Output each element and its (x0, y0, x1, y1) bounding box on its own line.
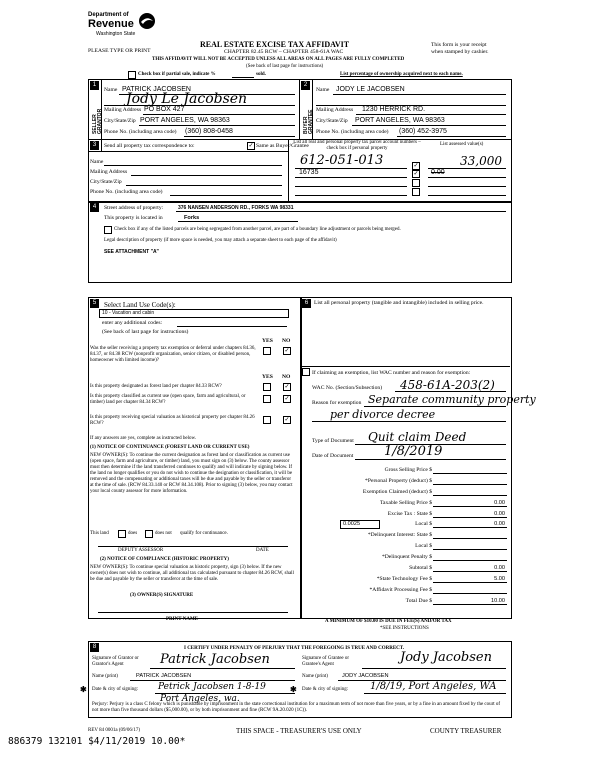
grantor-name-label: Name (print) (92, 674, 118, 679)
personal-property-label: List all personal property (tangible and intangible) included in selling price. (314, 300, 484, 306)
section-6-marker: 6 (302, 299, 311, 308)
located-city[interactable]: Forks (184, 215, 200, 221)
parcel-header: List all real and personal property tax parcel account numbers – check box if personal property (293, 140, 421, 151)
buyer-name-label: Name (316, 87, 330, 93)
seller-side-label: SELLER GRANTOR (92, 108, 103, 134)
legal-label: Legal description of property (if more space is needed, you may attach a separate sheet to each page of the affidavit) (104, 238, 337, 243)
section-3-marker: 3 (90, 141, 99, 150)
print-note: PLEASE TYPE OR PRINT (88, 48, 151, 54)
doc-date[interactable]: 1/8/2019 (384, 444, 443, 459)
seller-buyer-divider (299, 79, 300, 139)
cashier-stamp: 886379 132101 $4/11/2019 10.00* (8, 736, 186, 747)
boundary-label: Check box if any of the listed parcels are being segregated from another parcel, are part of a boundary line adjustment or parcels being merged. (114, 227, 401, 232)
grantor-city[interactable]: Port Angeles, wa. (160, 694, 240, 704)
star-mark-2: ✱ (290, 685, 297, 694)
gross-label: Gross Selling Price $ (384, 467, 432, 473)
minimum-note: A MINIMUM OF $10.00 IS DUE IN FEE(S) AND/OR TAX (325, 619, 452, 624)
land-use-label: Select Land Use Code(s): (104, 301, 176, 309)
form-chapter: CHAPTER 82.45 RCW – CHAPTER 458-61A WAC (224, 49, 344, 55)
q1-no-checkbox[interactable]: ✓ (284, 348, 290, 354)
partial-percent-line (232, 77, 254, 78)
seller-name-handwritten: Jody Le Jacobsen (126, 91, 248, 107)
section-5-marker: 5 (90, 299, 99, 308)
form-warning: THIS AFFIDAVIT WILL NOT BE ACCEPTED UNLESS ALL AREAS ON ALL PAGES ARE FULLY COMPLETED (152, 57, 405, 62)
tech-fee-value[interactable]: 5.00 (494, 576, 505, 582)
corr-mailing-label: Mailing Address (90, 169, 128, 175)
continuance-text: NEW OWNER(S): To continue the current designation as forest land or classification as current use (open space, farm and agriculture, or timber) land, you must sign on (3) below. The county assessor must then determine if the land transferred continues to qualify and will indicate by signing below. If the land no longer qualifies or you do not wish to continue the designation or classification, it will be removed and the compensating or additional taxes will be due and payable by the seller or transferor at the time of sale. (RCW 84.33.140 or RCW 84.34.108). Prior to signing (3) below, you may contact your local county assessor for more information. (90, 453, 293, 494)
section-2-marker: 2 (301, 81, 310, 90)
state-tax-label: Excise Tax : State $ (387, 511, 432, 517)
q2-yes-checkbox[interactable] (263, 383, 271, 391)
q3-yes-checkbox[interactable] (263, 395, 271, 403)
receipt-note-1: This form is your receipt (431, 42, 487, 48)
boundary-checkbox[interactable] (104, 226, 112, 234)
seller-mailing[interactable]: PO BOX 427 (144, 106, 185, 113)
reason-line-1[interactable]: Separate community property (368, 393, 536, 406)
parcel-number-2[interactable]: 16735 (299, 169, 319, 176)
any-yes-note: If any answers are yes, complete as instructed below. (90, 436, 197, 441)
seller-phone-label: Phone No. (including area code) (104, 129, 177, 135)
subtotal-label: Subtotal $ (409, 565, 432, 571)
historic-title: (2) NOTICE OF COMPLIANCE (HISTORIC PROPERTY) (100, 557, 229, 562)
q4-no-checkbox[interactable]: ✓ (284, 417, 290, 423)
assessed-value-2[interactable]: 0.00 (431, 169, 445, 176)
local-rate-box[interactable] (340, 520, 380, 529)
q4-yes-checkbox[interactable] (263, 416, 271, 424)
seller-city[interactable]: PORT ANGELES, WA 98363 (140, 117, 230, 124)
continuance-title: (1) NOTICE OF CONTINUANCE (FOREST LAND OR CURRENT USE) (90, 445, 250, 450)
subtotal-value[interactable]: 0.00 (494, 565, 505, 571)
buyer-mailing-label: Mailing Address (316, 107, 354, 113)
additional-codes-label: enter any additional codes: (102, 320, 163, 326)
ownership-label: List percentage of ownership acquired next to each name. (340, 72, 463, 77)
logo-line-1: Department of (88, 12, 129, 18)
q1-yes-checkbox[interactable] (263, 347, 271, 355)
corr-name-label: Name (90, 159, 104, 165)
sig-grantee-label: Signature of Grantee or Grantee's Agent (302, 656, 350, 667)
seller-phone[interactable]: (360) 808-0458 (185, 128, 233, 135)
partial-sale-label: Check box if partial sale, indicate % (138, 72, 216, 77)
buyer-phone-label: Phone No. (including area code) (316, 129, 389, 135)
local-tax-value[interactable]: 0.00 (494, 521, 505, 527)
q2-no-checkbox[interactable]: ✓ (284, 384, 290, 390)
land-use-select[interactable] (99, 309, 289, 318)
partial-sale-checkbox[interactable] (128, 71, 136, 79)
reason-label: Reason for exemption (312, 400, 362, 406)
perjury-text: Perjury: Perjury is a class C felony which is punishable by imprisonment in the state correctional institution for a maximum term of not more than five years, or by a fine in an amount fixed by the court of not more than five thousand dollars ($5,000.00), or by both imprisonment and fine (RCW 9A.20.020 (1C)). (92, 702, 501, 713)
receipt-note-2: when stamped by cashier. (431, 49, 489, 55)
doc-type-label: Type of Document (312, 438, 354, 444)
doc-type[interactable]: Quit claim Deed (368, 430, 467, 444)
wac-number[interactable]: 458-61A-203(2) (400, 378, 495, 392)
del-penalty-label: *Delinquent Penalty $ (381, 554, 432, 560)
revision-code: REV 84 0001a (09/06/17) (88, 728, 140, 733)
question-2: Is this property designated as forest land per chapter 84.33 RCW? (90, 384, 222, 389)
total-due-label: Total Due $ (405, 598, 432, 604)
star-mark-1: ✱ (80, 685, 87, 694)
reason-line-2[interactable]: per divorce decree (330, 408, 436, 421)
does-checkbox[interactable] (118, 530, 126, 538)
corr-city-label: City/State/Zip (90, 179, 122, 185)
logo-line-3: Washington State (96, 31, 136, 37)
taxable-label: Taxable Selling Price $ (380, 500, 432, 506)
qualify-label: qualify for continuance. (180, 531, 228, 536)
parcel-4-personal-checkbox[interactable] (412, 188, 420, 196)
see-instructions-note: *SEE INSTRUCTIONS (380, 626, 429, 631)
parcel-2-personal-checkbox[interactable]: ✓ (413, 171, 419, 177)
del-int-state-label: *Delinquent Interest: State $ (367, 532, 432, 538)
buyer-mailing[interactable]: 1230 HERRICK RD. (362, 106, 426, 113)
dor-logo (88, 10, 158, 48)
certify-text: I CERTIFY UNDER PENALTY OF PERJURY THAT THE FOREGOING IS TRUE AND CORRECT. (184, 646, 405, 651)
no-header-2: NO (282, 374, 291, 380)
question-4: Is this property receiving special valuation as historical property per chapter 84.26 RCW? (90, 415, 255, 426)
local-rate: 0.0025 (343, 521, 361, 527)
doc-date-label: Date of Document (312, 453, 354, 459)
same-as-buyer-checkbox[interactable]: ✓ (248, 143, 254, 149)
print-name-label: PRINT NAME (166, 617, 198, 622)
grantee-date-label: Date & city of signing: (302, 687, 349, 692)
buyer-side-label: BUYER GRANTEE (303, 109, 314, 134)
treasurer-space: THIS SPACE - TREASURER'S USE ONLY (236, 727, 362, 735)
assessed-value-1[interactable]: 33,000 (460, 154, 502, 168)
deputy-label: DEPUTY ASSESSOR (118, 548, 164, 553)
buyer-phone[interactable]: (360) 452-3975 (399, 128, 447, 135)
see-instructions: (See back of last page for instructions) (246, 64, 324, 69)
this-land-label: This land (90, 531, 109, 536)
street-label: Street address of property: (104, 205, 164, 211)
section-1-marker: 1 (90, 81, 99, 90)
located-label: This property is located in (104, 215, 163, 221)
seller-city-label: City/State/Zip (104, 118, 136, 124)
does-label: does (128, 531, 138, 536)
grantee-name[interactable]: JODY JACOBSEN (342, 673, 389, 679)
seller-mailing-label: Mailing Address (104, 107, 142, 113)
grantee-name-label: Name (print) (302, 674, 328, 679)
owner-signature-label: (3) OWNER(S) SIGNATURE (130, 593, 194, 598)
assessed-header: List assessed value(s) (440, 142, 484, 147)
grantor-signature[interactable]: Patrick Jacobsen (160, 652, 270, 667)
same-as-buyer-label: Same as Buyer/Grantee (256, 143, 309, 149)
sig-grantor-label: Signature of Grantor or Grantor's Agent (92, 656, 139, 667)
land-use-see-back: (See back of last page for instructions) (102, 329, 189, 335)
date-label: DATE (256, 548, 269, 553)
personal-deduct-label: *Personal Property (deduct) $ (365, 478, 432, 484)
county-treasurer: COUNTY TREASURER (430, 727, 502, 735)
section-4-marker: 4 (90, 203, 99, 212)
del-local-label: Local $ (415, 543, 432, 549)
affidavit-fee-label: *Affidavit Processing Fee $ (369, 587, 432, 593)
grantee-date-city[interactable]: 1/8/19, Port Angeles, WA (370, 681, 497, 692)
land-use-code: 10 - Vacation and cabin (102, 310, 155, 316)
no-header: NO (282, 338, 291, 344)
question-3: Is this property classified as current use (open space, farm and agricultural, or timber) land per chapter 84.34 RCW? (90, 394, 246, 405)
partial-sold: sold. (256, 72, 266, 77)
buyer-city-label: City/State/Zip (316, 118, 348, 124)
tech-fee-label: *State Technology Fee $ (376, 576, 432, 582)
corr-phone-label: Phone No. (including area code) (90, 189, 163, 195)
q3-no-checkbox[interactable]: ✓ (284, 396, 290, 402)
yes-header: YES (262, 338, 273, 344)
seller-name-label: Name (104, 87, 118, 93)
does-not-label: does not (155, 531, 172, 536)
wave-logo-icon (138, 12, 156, 30)
state-tax-value[interactable]: 0.00 (494, 511, 505, 517)
grantor-date-label: Date & city of signing: (92, 687, 139, 692)
total-due-value[interactable]: 10.00 (491, 598, 505, 604)
grantor-name[interactable]: PATRICK JACOBSEN (136, 673, 192, 679)
correspondence-label: Send all property tax correspondence to: (104, 143, 195, 149)
wac-label: WAC No. (Section/Subsection) (312, 385, 383, 391)
section-7-checkbox[interactable] (302, 368, 310, 376)
yes-header-2: YES (262, 374, 273, 380)
exemption-deduct-label: Exemption Claimed (deduct) $ (362, 489, 432, 495)
grantor-date-city[interactable]: Petrick Jacobsen 1-8-19 (158, 682, 266, 692)
grantee-signature[interactable]: Jody Jacobsen (400, 650, 492, 665)
section-8-marker: 8 (90, 643, 99, 652)
form-title: REAL ESTATE EXCISE TAX AFFIDAVIT (200, 40, 350, 49)
exemption-label: If claiming an exemption, list WAC number and reason for exemption: (312, 370, 471, 376)
parcel-3-personal-checkbox[interactable] (412, 179, 420, 187)
buyer-city[interactable]: PORT ANGELES, WA 98363 (355, 117, 445, 124)
attachment-ref: SEE ATTACHMENT "A" (104, 249, 159, 255)
parcel-number-1[interactable]: 612-051-013 (300, 153, 384, 168)
question-1: Was the seller receiving a property tax exemption or deferral under chapters 84.36, 84.37, or 84.38 RCW (nonprofit organization, senior citizen, or disabled person, homeowner with limited income)? (90, 346, 256, 363)
logo-line-2: Revenue (88, 18, 134, 30)
local-tax-label: Local $ (415, 521, 432, 527)
street-address[interactable]: 376 NANSEN ANDERSON RD., FORKS WA 98331 (178, 205, 294, 211)
does-not-checkbox[interactable] (145, 530, 153, 538)
parcel-1-personal-checkbox[interactable]: ✓ (413, 163, 419, 169)
historic-text: NEW OWNER(S): To continue special valuation as historic property, sign (3) below. If the new owner(s) does not wish to continue, all additional tax calculated pursuant to chapter 84.26 RCW, shall be due and payable by the seller or transferor at the time of sale. (90, 565, 294, 582)
taxable-value[interactable]: 0.00 (494, 500, 505, 506)
buyer-name[interactable]: JODY LE JACOBSEN (336, 86, 405, 93)
seller-name[interactable]: PATRICK JACOBSEN (122, 86, 191, 93)
